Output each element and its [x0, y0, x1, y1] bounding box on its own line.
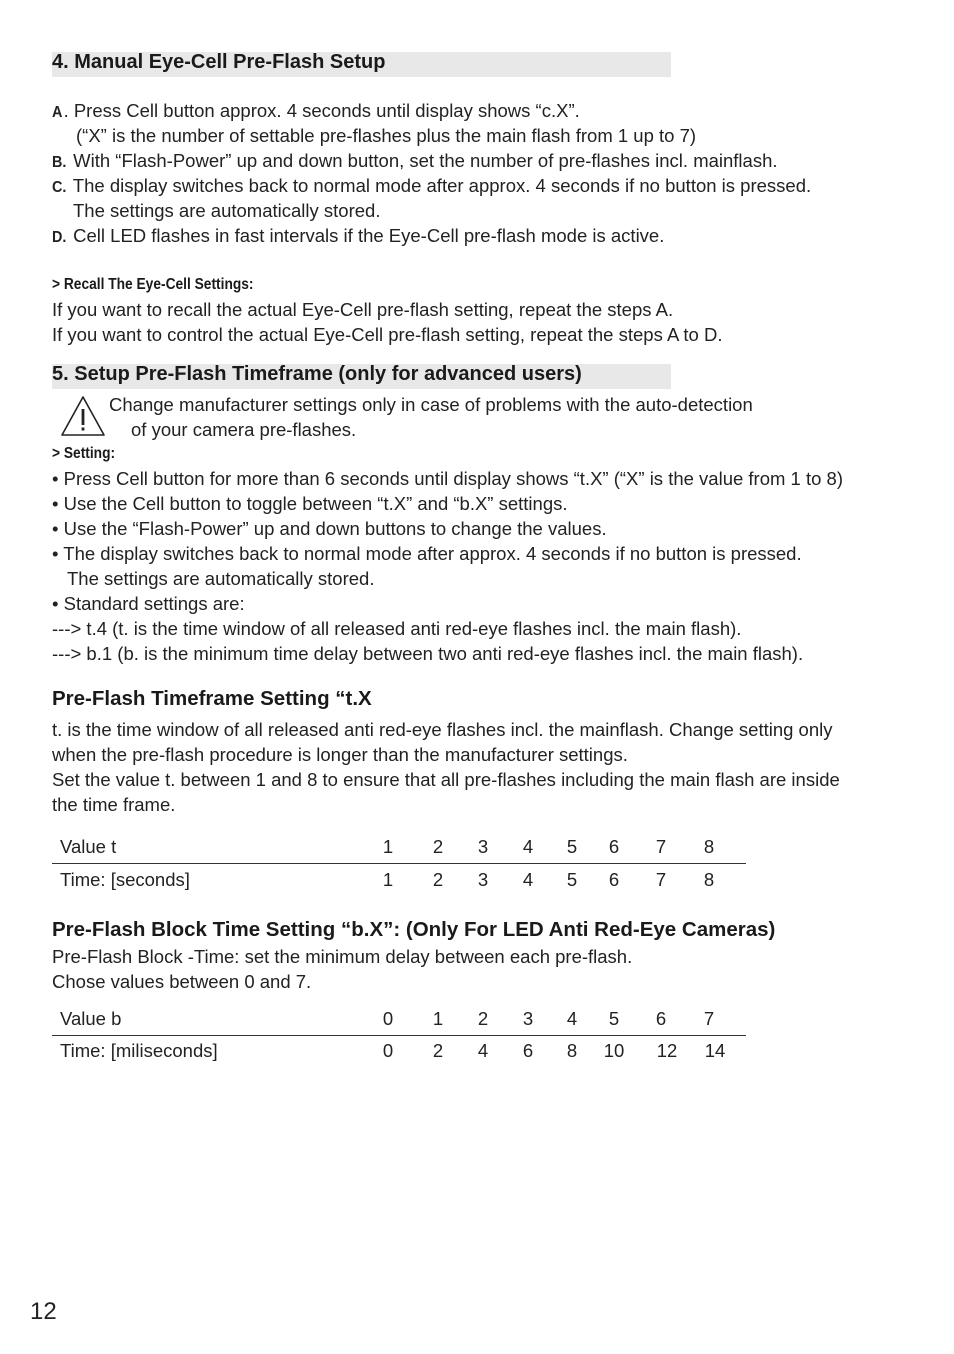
standard-setting-b: ---> b.1 (b. is the minimum time delay between two anti red-eye flashes incl. the main flash).: [52, 643, 804, 664]
step-d: [52, 223, 664, 250]
warning-line-2: of your camera pre-flashes.: [131, 419, 357, 440]
timeframe-para-1: t. is the time window of all released anti red-eye flashes incl. the mainflash. Change setting only: [52, 719, 833, 740]
setting-bullet-2: • Use the Cell button to toggle between “t.X” and “b.X” settings.: [52, 493, 568, 514]
step-b-label: B.: [52, 154, 67, 171]
setting-bullet-5: • Standard settings are:: [52, 593, 245, 614]
table-t-row-time-label: Time: [seconds]: [60, 869, 190, 890]
step-c-continuation: The settings are automatically stored.: [73, 200, 381, 221]
table-t-row-value-label: Value t: [60, 836, 117, 857]
timeframe-para-2: when the pre-flash procedure is longer than the manufacturer settings.: [52, 744, 628, 765]
table-cell: 5: [608, 1008, 620, 1029]
timeframe-para-4: the time frame.: [52, 794, 176, 815]
step-b: [52, 148, 778, 175]
table-cell: 2: [432, 1040, 444, 1061]
warning-icon: [60, 394, 106, 438]
table-t-row-value: [52, 831, 746, 863]
page-number: 12: [30, 1298, 57, 1325]
recall-line-1: If you want to recall the actual Eye-Cell pre-flash setting, repeat the steps A.: [52, 299, 674, 320]
setting-label: > Setting:: [52, 445, 116, 462]
table-cell: 1: [382, 869, 394, 890]
step-d-label: D.: [52, 229, 67, 246]
table-cell: 2: [432, 836, 444, 857]
table-cell: 14: [704, 1040, 726, 1061]
table-cell: 4: [522, 836, 534, 857]
table-b-row-time: [52, 1035, 746, 1067]
blocktime-para-2: Chose values between 0 and 7.: [52, 971, 312, 992]
timeframe-para-3: Set the value t. between 1 and 8 to ensure that all pre-flashes including the main flash are inside: [52, 769, 840, 790]
standard-setting-t: ---> t.4 (t. is the time window of all released anti red-eye flashes incl. the main flash).: [52, 618, 742, 639]
step-c: [52, 173, 811, 200]
setting-bullet-4-continuation: The settings are automatically stored.: [67, 568, 375, 589]
table-cell: 8: [703, 869, 715, 890]
step-a: [52, 98, 580, 125]
blocktime-heading: Pre-Flash Block Time Setting “b.X”: (Only For LED Anti Red-Eye Cameras): [52, 918, 776, 941]
step-c-label: C.: [52, 179, 67, 196]
table-cell: 7: [655, 869, 667, 890]
blocktime-para-1: Pre-Flash Block -Time: set the minimum delay between each pre-flash.: [52, 946, 633, 967]
step-a-continuation: (“X” is the number of settable pre-flashes plus the main flash from 1 up to 7): [76, 125, 697, 146]
table-cell: 0: [382, 1008, 394, 1029]
table-cell: 2: [477, 1008, 489, 1029]
table-cell: 7: [655, 836, 667, 857]
table-cell: 0: [382, 1040, 394, 1061]
table-b-row-time-label: Time: [miliseconds]: [60, 1040, 218, 1061]
step-a-text: . Press Cell button approx. 4 seconds until display shows “c.X”.: [63, 100, 580, 121]
table-cell: 1: [382, 836, 394, 857]
recall-line-2: If you want to control the actual Eye-Cell pre-flash setting, repeat the steps A to D.: [52, 324, 723, 345]
table-cell: 4: [477, 1040, 489, 1061]
table-cell: 6: [608, 869, 620, 890]
setting-bullet-4: • The display switches back to normal mode after approx. 4 seconds if no button is pressed.: [52, 543, 802, 564]
step-a-label: A: [52, 104, 63, 121]
table-b-row-value-label: Value b: [60, 1008, 122, 1029]
table-cell: 3: [477, 869, 489, 890]
table-cell: 4: [566, 1008, 578, 1029]
setting-bullet-1: • Press Cell button for more than 6 seconds until display shows “t.X” (“X” is the value from 1 to 8): [52, 468, 844, 489]
table-cell: 3: [522, 1008, 534, 1029]
step-d-text: Cell LED flashes in fast intervals if the Eye-Cell pre-flash mode is active.: [68, 225, 665, 246]
table-cell: 3: [477, 836, 489, 857]
table-cell: 10: [603, 1040, 625, 1061]
table-cell: 12: [656, 1040, 678, 1061]
step-c-text: The display switches back to normal mode after approx. 4 seconds if no button is pressed.: [68, 175, 812, 196]
table-cell: 4: [522, 869, 534, 890]
timeframe-heading: Pre-Flash Timeframe Setting “t.X: [52, 687, 372, 710]
table-cell: 6: [522, 1040, 534, 1061]
table-cell: 8: [566, 1040, 578, 1061]
table-cell: 2: [432, 869, 444, 890]
recall-label: > Recall The Eye-Cell Settings:: [52, 276, 254, 293]
table-cell: 6: [608, 836, 620, 857]
warning-line-1: Change manufacturer settings only in case of problems with the auto-detection: [109, 394, 753, 415]
table-cell: 6: [655, 1008, 667, 1029]
section-4-heading: 4. Manual Eye-Cell Pre-Flash Setup: [52, 51, 386, 73]
step-b-text: With “Flash-Power” up and down button, set the number of pre-flashes incl. mainflash.: [68, 150, 778, 171]
table-cell: 8: [703, 836, 715, 857]
table-cell: 7: [703, 1008, 715, 1029]
section-5-heading: 5. Setup Pre-Flash Timeframe (only for advanced users): [52, 363, 582, 385]
setting-bullet-3: • Use the “Flash-Power” up and down buttons to change the values.: [52, 518, 607, 539]
table-t-row-time: [52, 864, 746, 896]
table-cell: 5: [566, 869, 578, 890]
table-cell: 5: [566, 836, 578, 857]
table-b-row-value: [52, 1003, 746, 1035]
table-cell: 1: [432, 1008, 444, 1029]
